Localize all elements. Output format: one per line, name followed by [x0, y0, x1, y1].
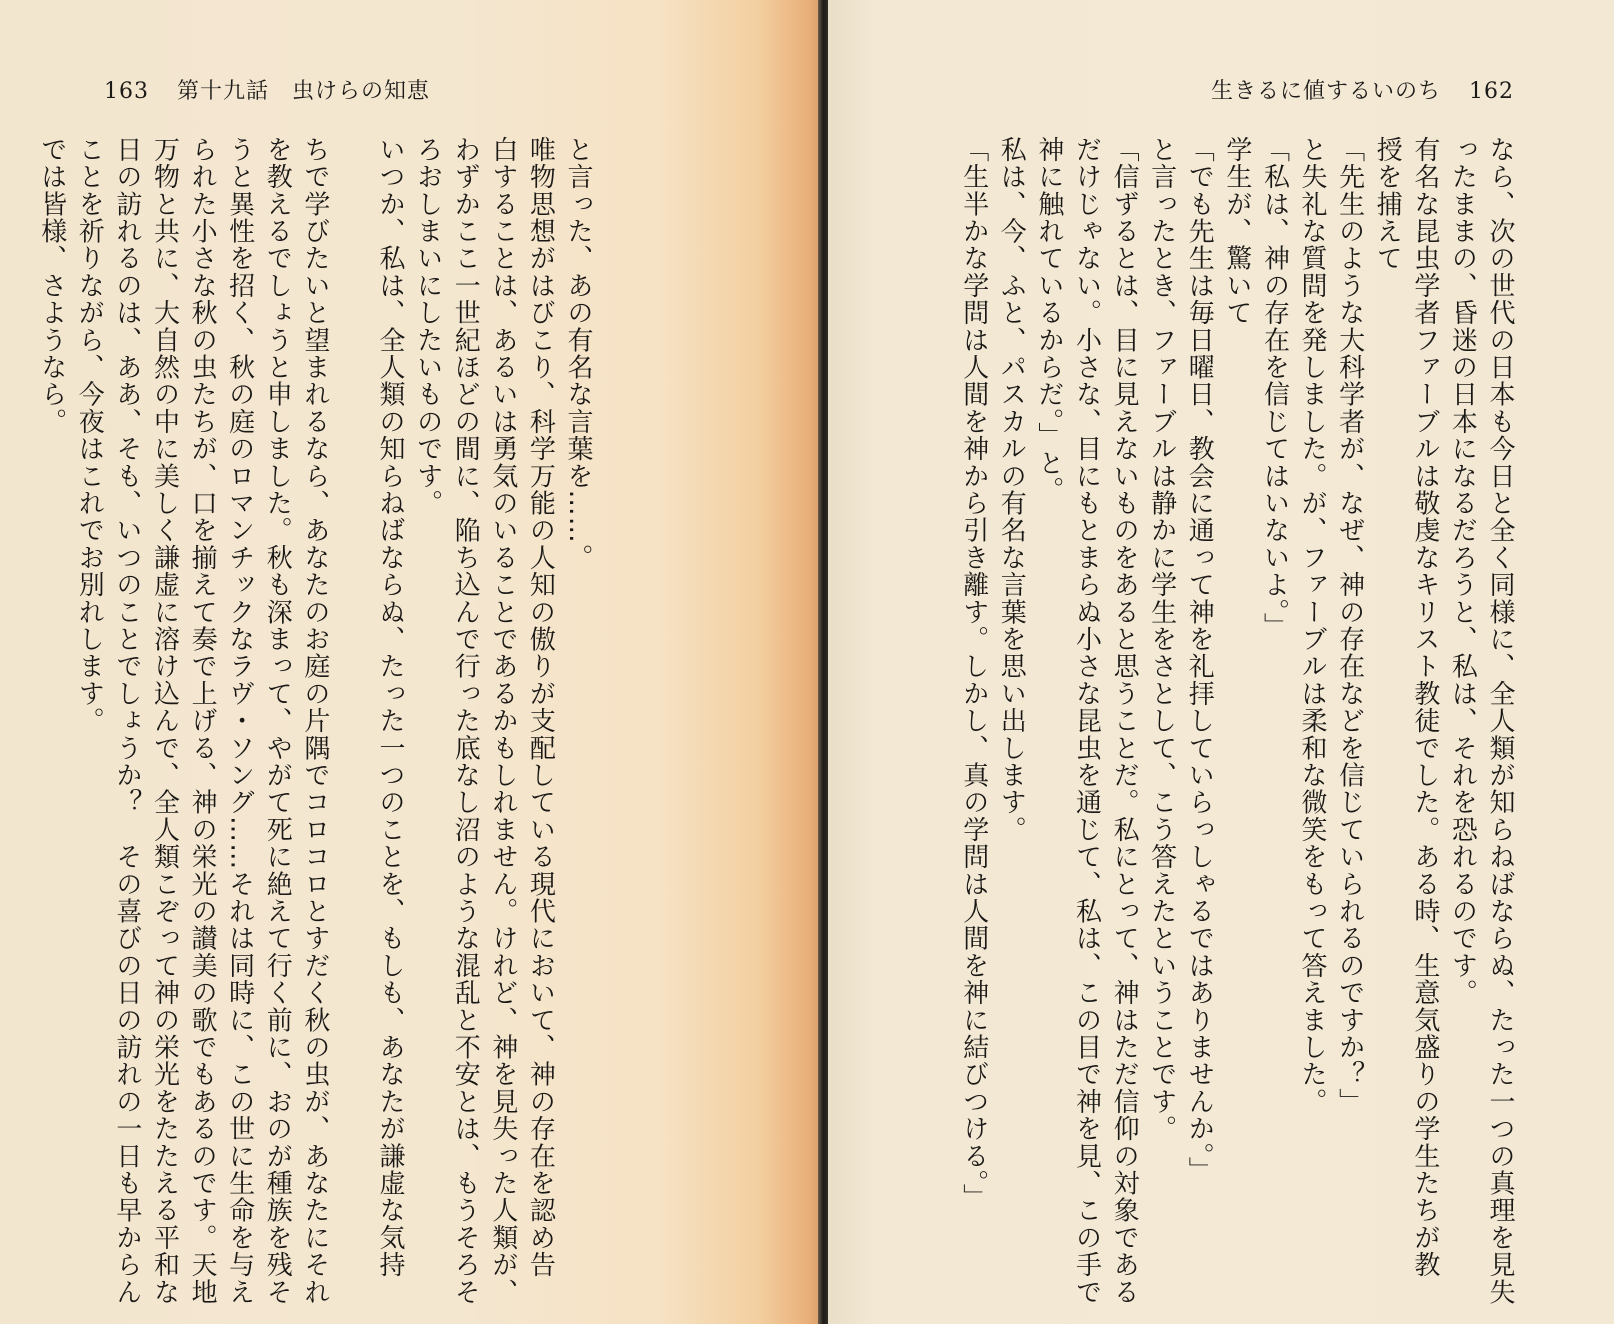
text-line: なら、次の世代の日本も今日と全く同様に、全人類が知らねばならぬ、たった一つの真理を見失: [1485, 136, 1515, 1306]
text-line: られた小さな秋の虫たちが、口を揃えて奏で上げる、神の栄光の讃美の歌でもあるのです。天地: [187, 136, 218, 1306]
text-line: と言ったとき、ファーブルは静かに学生をさとして、こう答えたということです。: [1146, 136, 1177, 1143]
left-page-number: 163: [104, 79, 149, 104]
right-page-header: [1211, 74, 1514, 105]
text-line: だけじゃない。小さな、目にもとまらぬ小さな昆虫を通じて、私は、この目で神を見、この手で: [1071, 136, 1102, 1306]
text-line: ろおしまいにしたいものです。: [412, 136, 443, 517]
text-line: 万物と共に、大自然の中に美しく謙虚に溶け込んで、全人類こぞって神の栄光をたたえる平和な: [149, 136, 180, 1306]
text-line: 「私は、神の存在を信じてはいないよ。」: [1259, 136, 1290, 640]
text-line: ったままの、昏迷の日本になるだろうと、私は、それを恐れるのです。: [1447, 136, 1478, 1007]
text-line: 白することは、あるいは勇気のいることであるかもしれません。けれど、神を見失った人類が、: [487, 136, 518, 1306]
text-line: 授を捕えて: [1372, 136, 1403, 272]
text-line: 唯物思想がはびこり、科学万能の人知の傲りが支配している現代において、神の存在を認め告: [525, 136, 556, 1279]
text-line: 私は、今、ふと、パスカルの有名な言葉を思い出します。: [996, 136, 1027, 844]
text-line: では皆様、さようなら。: [36, 136, 67, 436]
right-page: [828, 0, 1614, 1324]
text-line: 「信ずるとは、目に見えないものをあると思うことだ。私にとって、神はただ信仰の対象である: [1109, 136, 1140, 1306]
right-page-number: 162: [1469, 79, 1514, 104]
text-line: ことを祈りながら、今夜はこれでお別れします。: [74, 136, 105, 735]
left-chapter-title: 第十九話 虫けらの知恵: [177, 79, 431, 104]
left-page-header: [104, 74, 430, 105]
text-line: 日の訪れるのは、ああ、そも、いつのことでしょうか？ その喜びの日の訪れの一日も早からん: [111, 136, 142, 1306]
text-line: 「生半かな学問は人間を神から引き離す。しかし、真の学問は人間を神に結びつける。」: [958, 136, 989, 1211]
text-line: いつか、私は、全人類の知らねばならぬ、たった一つのことを、もしも、あなたが謙虚な気持: [375, 136, 406, 1279]
text-line: 学生が、驚いて: [1221, 136, 1252, 327]
text-line: 有名な昆虫学者ファーブルは敬虔なキリスト教徒でした。ある時、生意気盛りの学生たちが教: [1409, 136, 1440, 1279]
text-line: と言った、あの有名な言葉を……。: [563, 136, 593, 572]
right-page-body: [898, 136, 1518, 1306]
text-line: わずかここ一世紀ほどの間に、陥ち込んで行った底なし沼のような混乱と不安とは、もうそろそ: [450, 136, 481, 1306]
text-line: ちで学びたいと望まれるなら、あなたのお庭の片隅でコロコロとすだく秋の虫が、あなたにそれ: [299, 136, 330, 1306]
text-line: 神に触れているからだ。」と。: [1033, 136, 1064, 504]
text-line: を教えるでしょうと申しました。秋も深まって、やがて死に絶えて行く前に、おのが種族を残そ: [262, 136, 293, 1306]
left-page-body: [36, 136, 596, 1306]
text-line: と失礼な質問を発しました。が、ファーブルは柔和な微笑をもって答えました。: [1297, 136, 1328, 1116]
text-line: うと異性を招く、秋の庭のロマンチックなラヴ・ソング……それは同時に、この世に生命を与え: [224, 136, 255, 1306]
text-line: 「先生のような大科学者が、なぜ、神の存在などを信じていられるのですか？」: [1334, 136, 1365, 1116]
text-line: 「でも先生は毎日曜日、教会に通って神を礼拝していらっしゃるではありませんか。」: [1184, 136, 1215, 1184]
right-running-title: 生きるに値するいのち: [1210, 79, 1441, 104]
